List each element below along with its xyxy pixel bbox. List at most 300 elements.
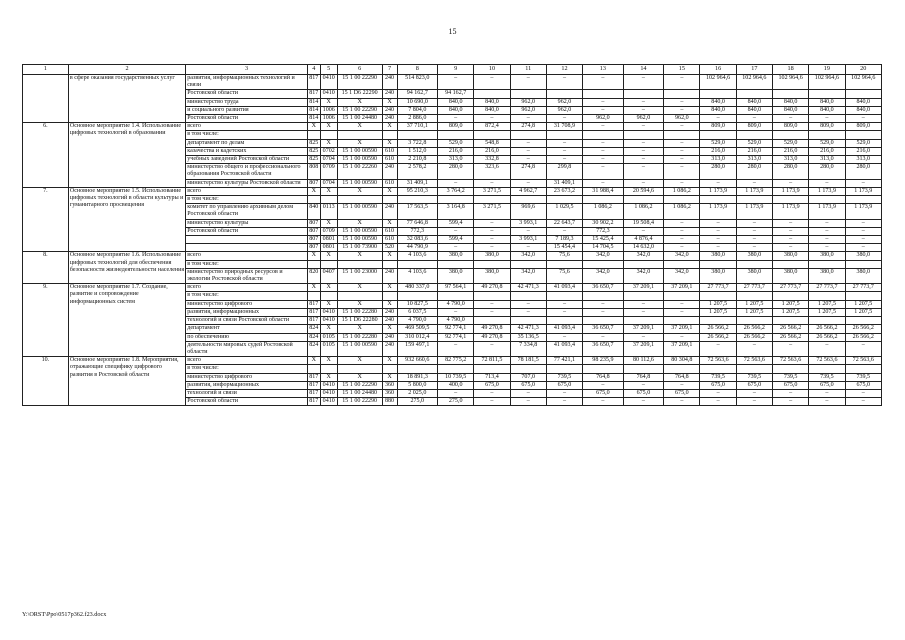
value-cell: – — [700, 219, 736, 227]
item-number: 9. — [23, 284, 69, 357]
value-cell: – — [546, 139, 582, 147]
executor-cell: и социального развития — [186, 106, 308, 114]
value-cell: 1 207,5 — [773, 308, 809, 316]
value-cell — [664, 260, 700, 268]
value-cell — [397, 196, 438, 204]
table-row — [23, 284, 882, 292]
value-cell: – — [583, 164, 624, 179]
value-cell: 809,0 — [773, 123, 809, 131]
value-cell: 26 566,2 — [845, 333, 881, 341]
column-number: 10 — [474, 65, 510, 75]
value-cell: 216,0 — [809, 147, 845, 155]
value-cell: 49 270,8 — [474, 325, 510, 333]
value-cell: 313,0 — [700, 156, 736, 164]
value-cell: 37 209,1 — [664, 341, 700, 356]
value-cell: 37 209,1 — [623, 284, 664, 292]
value-cell — [546, 365, 582, 373]
value-cell — [700, 317, 736, 325]
table-row — [23, 252, 882, 260]
value-cell: 962,0 — [623, 115, 664, 123]
value-cell: 274,8 — [510, 164, 546, 179]
value-cell: 0410 — [320, 398, 337, 406]
value-cell: – — [664, 139, 700, 147]
value-cell: 299,8 — [546, 164, 582, 179]
value-cell: 4 790,0 — [438, 317, 474, 325]
value-cell: 36 650,7 — [583, 325, 624, 333]
value-cell — [438, 196, 474, 204]
value-cell: 380,0 — [809, 268, 845, 283]
value-cell: – — [773, 236, 809, 244]
value-cell: X — [320, 325, 337, 333]
column-number: 18 — [773, 65, 809, 75]
value-cell: – — [736, 244, 772, 252]
value-cell: 102 964,6 — [736, 75, 772, 90]
value-cell: 1 173,9 — [736, 204, 772, 219]
executor-cell: министерство цифрового — [186, 373, 308, 381]
value-cell: 30 902,2 — [583, 219, 624, 227]
value-cell: 4 103,6 — [397, 268, 438, 283]
value-cell: X — [320, 187, 337, 195]
value-cell — [736, 365, 772, 373]
value-cell: 77 646,8 — [397, 219, 438, 227]
value-cell: 4 103,6 — [397, 252, 438, 260]
value-cell: – — [736, 179, 772, 187]
value-cell — [736, 196, 772, 204]
value-cell: 380,0 — [736, 268, 772, 283]
value-cell: 380,0 — [438, 268, 474, 283]
value-cell: 380,0 — [773, 268, 809, 283]
value-cell: 36 650,7 — [583, 284, 624, 292]
value-cell — [474, 365, 510, 373]
value-cell: – — [623, 333, 664, 341]
value-cell: 94 162,7 — [438, 90, 474, 98]
value-cell: 400,0 — [438, 381, 474, 389]
value-cell: – — [474, 227, 510, 235]
value-cell — [700, 260, 736, 268]
value-cell: – — [474, 244, 510, 252]
value-cell: 102 964,6 — [809, 75, 845, 90]
value-cell — [809, 260, 845, 268]
value-cell: – — [438, 179, 474, 187]
value-cell: 280,0 — [773, 164, 809, 179]
value-cell: 840,0 — [438, 98, 474, 106]
value-cell: 20 594,6 — [623, 187, 664, 195]
value-cell: 772,3 — [397, 227, 438, 235]
executor-cell: всего — [186, 357, 308, 365]
value-cell: 1 512,0 — [397, 147, 438, 155]
executor-cell: технологий и связи — [186, 389, 308, 397]
value-cell — [583, 196, 624, 204]
value-cell: 1 173,9 — [809, 204, 845, 219]
value-cell: – — [809, 219, 845, 227]
value-cell: 35 136,5 — [510, 333, 546, 341]
value-cell: X — [337, 373, 382, 381]
value-cell — [773, 90, 809, 98]
value-cell: 78 181,5 — [510, 357, 546, 365]
value-cell: 15 1 D6 22280 — [337, 317, 382, 325]
table-body — [23, 65, 882, 406]
value-cell: 739,5 — [809, 373, 845, 381]
value-cell: 548,8 — [474, 139, 510, 147]
value-cell — [474, 90, 510, 98]
value-cell: 313,0 — [736, 156, 772, 164]
value-cell: 1 029,5 — [546, 204, 582, 219]
value-cell: – — [438, 389, 474, 397]
value-cell: – — [736, 389, 772, 397]
value-cell — [845, 90, 881, 98]
value-cell: – — [583, 123, 624, 131]
value-cell: 824 — [309, 325, 319, 332]
item-number — [23, 75, 69, 123]
value-cell: 1006 — [320, 115, 337, 123]
value-cell — [623, 196, 664, 204]
table-row — [23, 75, 882, 90]
value-cell: – — [510, 75, 546, 90]
value-cell: – — [664, 75, 700, 90]
value-cell — [700, 90, 736, 98]
value-cell: – — [546, 75, 582, 90]
value-cell: – — [474, 398, 510, 406]
value-cell: X — [320, 300, 337, 308]
value-cell: 37 710,1 — [397, 123, 438, 131]
executor-cell: в том числе: — [186, 131, 308, 139]
value-cell: 27 773,7 — [809, 284, 845, 292]
value-cell: 1 207,5 — [773, 300, 809, 308]
value-cell: 962,0 — [664, 115, 700, 123]
value-cell: X — [307, 252, 320, 260]
value-cell — [845, 131, 881, 139]
value-cell: 817 — [309, 317, 319, 324]
value-cell — [546, 317, 582, 325]
value-cell: 880 — [382, 398, 397, 406]
value-cell: 969,6 — [510, 204, 546, 219]
column-number: 12 — [546, 65, 582, 75]
value-cell — [546, 90, 582, 98]
value-cell: 27 773,7 — [736, 284, 772, 292]
value-cell — [382, 365, 397, 373]
value-cell: 323,6 — [474, 164, 510, 179]
value-cell: 15 425,4 — [583, 236, 624, 244]
value-cell: 240 — [382, 268, 397, 283]
value-cell — [546, 292, 582, 300]
value-cell: – — [773, 244, 809, 252]
value-cell: – — [664, 98, 700, 106]
executor-cell: Ростовской области — [186, 398, 308, 406]
value-cell — [583, 292, 624, 300]
column-number: 13 — [583, 65, 624, 75]
value-cell: 102 964,6 — [773, 75, 809, 90]
value-cell: 739,5 — [546, 373, 582, 381]
value-cell: 44 790,9 — [397, 244, 438, 252]
value-cell: 97 564,1 — [438, 284, 474, 292]
value-cell: – — [583, 106, 624, 114]
value-cell: 529,0 — [809, 139, 845, 147]
executor-cell: Ростовской области — [186, 90, 308, 98]
activity-name: в сфере оказания государственных услуг — [68, 75, 185, 123]
value-cell: 360 — [382, 381, 397, 389]
value-cell: 216,0 — [700, 147, 736, 155]
value-cell: 26 566,2 — [700, 333, 736, 341]
value-cell: – — [438, 227, 474, 235]
value-cell: X — [382, 284, 397, 292]
value-cell: – — [474, 308, 510, 316]
value-cell: 216,0 — [438, 147, 474, 155]
value-cell: – — [510, 300, 546, 308]
executor-cell: учебных заведений Ростовской области — [186, 156, 308, 164]
value-cell — [845, 260, 881, 268]
value-cell: 216,0 — [474, 147, 510, 155]
value-cell: 380,0 — [438, 252, 474, 260]
value-cell — [845, 365, 881, 373]
value-cell: 27 773,7 — [700, 284, 736, 292]
value-cell — [664, 365, 700, 373]
value-cell: – — [809, 236, 845, 244]
value-cell: 26 566,2 — [736, 325, 772, 333]
value-cell: – — [510, 244, 546, 252]
value-cell: 1 173,9 — [700, 187, 736, 195]
value-cell: – — [474, 341, 510, 356]
value-cell: 962,0 — [546, 106, 582, 114]
value-cell: X — [320, 284, 337, 292]
value-cell: 15 1 00 22280 — [337, 333, 382, 341]
value-cell — [773, 260, 809, 268]
value-cell: 1 207,5 — [845, 300, 881, 308]
value-cell: 31 708,9 — [546, 123, 582, 131]
activity-name: Основное мероприятие 1.6. Использование цифровых технологий для обеспечения безопасности жизнедеятельности населения — [68, 252, 185, 284]
value-cell — [320, 365, 337, 373]
value-cell — [773, 292, 809, 300]
value-cell: – — [546, 227, 582, 235]
value-cell: 520 — [382, 244, 397, 252]
value-cell — [337, 196, 382, 204]
value-cell: – — [736, 341, 772, 356]
value-cell: – — [546, 389, 582, 397]
value-cell: 1 207,5 — [736, 308, 772, 316]
value-cell: 840 — [307, 204, 320, 219]
value-cell: 313,0 — [773, 156, 809, 164]
value-cell: 772,3 — [583, 227, 624, 235]
value-cell — [307, 292, 320, 300]
column-number: 6 — [337, 65, 382, 75]
value-cell: 26 566,2 — [736, 333, 772, 341]
value-cell: 764,8 — [664, 373, 700, 381]
value-cell: 17 563,5 — [397, 204, 438, 219]
value-cell: 599,4 — [438, 219, 474, 227]
value-cell: – — [438, 308, 474, 316]
value-cell: X — [337, 219, 382, 227]
value-cell: 102 964,6 — [700, 75, 736, 90]
value-cell: 1 086,2 — [583, 204, 624, 219]
value-cell — [700, 131, 736, 139]
value-cell: 7 334,8 — [510, 341, 546, 356]
value-cell: 4 790,0 — [397, 317, 438, 325]
value-cell: 962,0 — [546, 98, 582, 106]
value-cell: 15 1 00 00590 — [337, 227, 382, 235]
value-cell: 15 1 00 00590 — [337, 204, 382, 219]
value-cell — [510, 131, 546, 139]
value-cell: 1 173,9 — [700, 204, 736, 219]
value-cell: 0709 — [320, 164, 337, 179]
value-cell: 764,8 — [623, 373, 664, 381]
value-cell: 280,0 — [845, 164, 881, 179]
value-cell — [320, 196, 337, 204]
value-cell: – — [546, 308, 582, 316]
value-cell: – — [845, 389, 881, 397]
executor-cell: технологий и связи Ростовской области — [186, 317, 308, 325]
value-cell: 31 409,1 — [397, 179, 438, 187]
value-cell: – — [583, 300, 624, 308]
value-cell: – — [664, 123, 700, 131]
value-cell: 675,0 — [664, 389, 700, 397]
value-cell — [623, 317, 664, 325]
value-cell: 1006 — [320, 106, 337, 114]
value-cell: 840,0 — [773, 106, 809, 114]
value-cell: 4 962,7 — [510, 187, 546, 195]
executor-cell: всего — [186, 284, 308, 292]
value-cell — [474, 131, 510, 139]
value-cell: – — [510, 179, 546, 187]
value-cell — [510, 365, 546, 373]
value-cell: 825 — [309, 147, 319, 154]
value-cell: X — [382, 373, 397, 381]
value-cell: – — [510, 389, 546, 397]
value-cell — [397, 260, 438, 268]
table-row — [23, 123, 882, 131]
value-cell: 15 1 00 00590 — [337, 236, 382, 244]
value-cell: 19 508,4 — [623, 219, 664, 227]
value-cell: 840,0 — [809, 98, 845, 106]
value-cell: 809,0 — [809, 123, 845, 131]
value-cell: 0410 — [320, 317, 337, 325]
value-cell: – — [664, 398, 700, 406]
value-cell: X — [307, 187, 320, 195]
value-cell: 72 563,6 — [845, 357, 881, 365]
value-cell: 342,0 — [510, 268, 546, 283]
value-cell — [809, 196, 845, 204]
value-cell: 75,6 — [546, 252, 582, 260]
value-cell — [438, 260, 474, 268]
value-cell: 72 563,6 — [736, 357, 772, 365]
value-cell: 342,0 — [664, 252, 700, 260]
value-cell: – — [623, 300, 664, 308]
value-cell: 3 993,1 — [510, 236, 546, 244]
value-cell — [474, 196, 510, 204]
value-cell — [700, 196, 736, 204]
value-cell — [307, 365, 320, 373]
value-cell: 0801 — [320, 244, 337, 252]
value-cell: – — [583, 381, 624, 389]
value-cell: – — [700, 179, 736, 187]
value-cell: 675,0 — [583, 389, 624, 397]
value-cell: 342,0 — [583, 252, 624, 260]
value-cell: 1 173,9 — [845, 204, 881, 219]
value-cell: 817 — [307, 75, 320, 90]
value-cell: X — [320, 373, 337, 381]
value-cell: 1 086,2 — [623, 204, 664, 219]
column-number: 14 — [623, 65, 664, 75]
value-cell: – — [700, 236, 736, 244]
value-cell: 529,0 — [845, 139, 881, 147]
value-cell: 675,0 — [623, 389, 664, 397]
value-cell: 0410 — [320, 381, 337, 389]
value-cell: 240 — [382, 308, 397, 316]
executor-cell: в том числе: — [186, 260, 308, 268]
value-cell: X — [320, 219, 337, 227]
value-cell: – — [664, 164, 700, 179]
value-cell: 36 650,7 — [583, 341, 624, 356]
value-cell: 72 563,6 — [773, 357, 809, 365]
value-cell: – — [546, 300, 582, 308]
value-cell: 807 — [309, 219, 319, 226]
value-cell — [809, 131, 845, 139]
value-cell: 610 — [382, 156, 397, 164]
value-cell: 332,8 — [474, 156, 510, 164]
value-cell: – — [510, 115, 546, 123]
value-cell: – — [700, 244, 736, 252]
value-cell: – — [438, 244, 474, 252]
value-cell: 41 093,4 — [546, 284, 582, 292]
value-cell: 809,0 — [438, 123, 474, 131]
value-cell: – — [623, 398, 664, 406]
value-cell: – — [510, 308, 546, 316]
value-cell: – — [438, 341, 474, 356]
value-cell: X — [382, 187, 397, 195]
value-cell: 3 993,1 — [510, 219, 546, 227]
value-cell: 22 643,7 — [546, 219, 582, 227]
value-cell: – — [809, 227, 845, 235]
value-cell: 280,0 — [736, 164, 772, 179]
value-cell: X — [382, 219, 397, 227]
value-cell: 27 773,7 — [773, 284, 809, 292]
value-cell — [623, 90, 664, 98]
value-cell: 610 — [382, 227, 397, 235]
value-cell: 840,0 — [700, 106, 736, 114]
value-cell: – — [623, 123, 664, 131]
value-cell: 77 421,1 — [546, 357, 582, 365]
value-cell: 15 1 00 22290 — [337, 381, 382, 389]
value-cell: – — [583, 398, 624, 406]
table-row — [23, 187, 882, 195]
executor-cell: Ростовской области — [186, 115, 308, 123]
column-number: 4 — [307, 65, 320, 75]
value-cell: 27 773,7 — [845, 284, 881, 292]
value-cell: 3 722,8 — [397, 139, 438, 147]
executor-cell: деятельности мировых судей Ростовской области — [186, 341, 308, 356]
value-cell: 159 497,1 — [397, 341, 438, 356]
value-cell: 310 012,4 — [397, 333, 438, 341]
value-cell: 4 790,0 — [438, 300, 474, 308]
value-cell — [623, 260, 664, 268]
value-cell — [664, 317, 700, 325]
value-cell: X — [382, 123, 397, 131]
executor-cell: Ростовской области — [186, 227, 308, 235]
value-cell: – — [845, 219, 881, 227]
value-cell: 37 209,1 — [623, 341, 664, 356]
value-cell: X — [337, 123, 382, 131]
value-cell — [809, 90, 845, 98]
value-cell: 707,0 — [510, 373, 546, 381]
value-cell: 380,0 — [736, 252, 772, 260]
footer-file-path: Y:\ORST\Ppo\0517p362.f23.docx — [22, 611, 107, 618]
value-cell: X — [382, 357, 397, 365]
executor-cell — [186, 236, 308, 244]
value-cell: 360 — [382, 389, 397, 397]
executor-cell: министерство культуры — [186, 219, 308, 227]
value-cell: – — [583, 75, 624, 90]
value-cell: 41 093,4 — [546, 325, 582, 333]
value-cell: 1 207,5 — [845, 308, 881, 316]
value-cell: – — [623, 139, 664, 147]
